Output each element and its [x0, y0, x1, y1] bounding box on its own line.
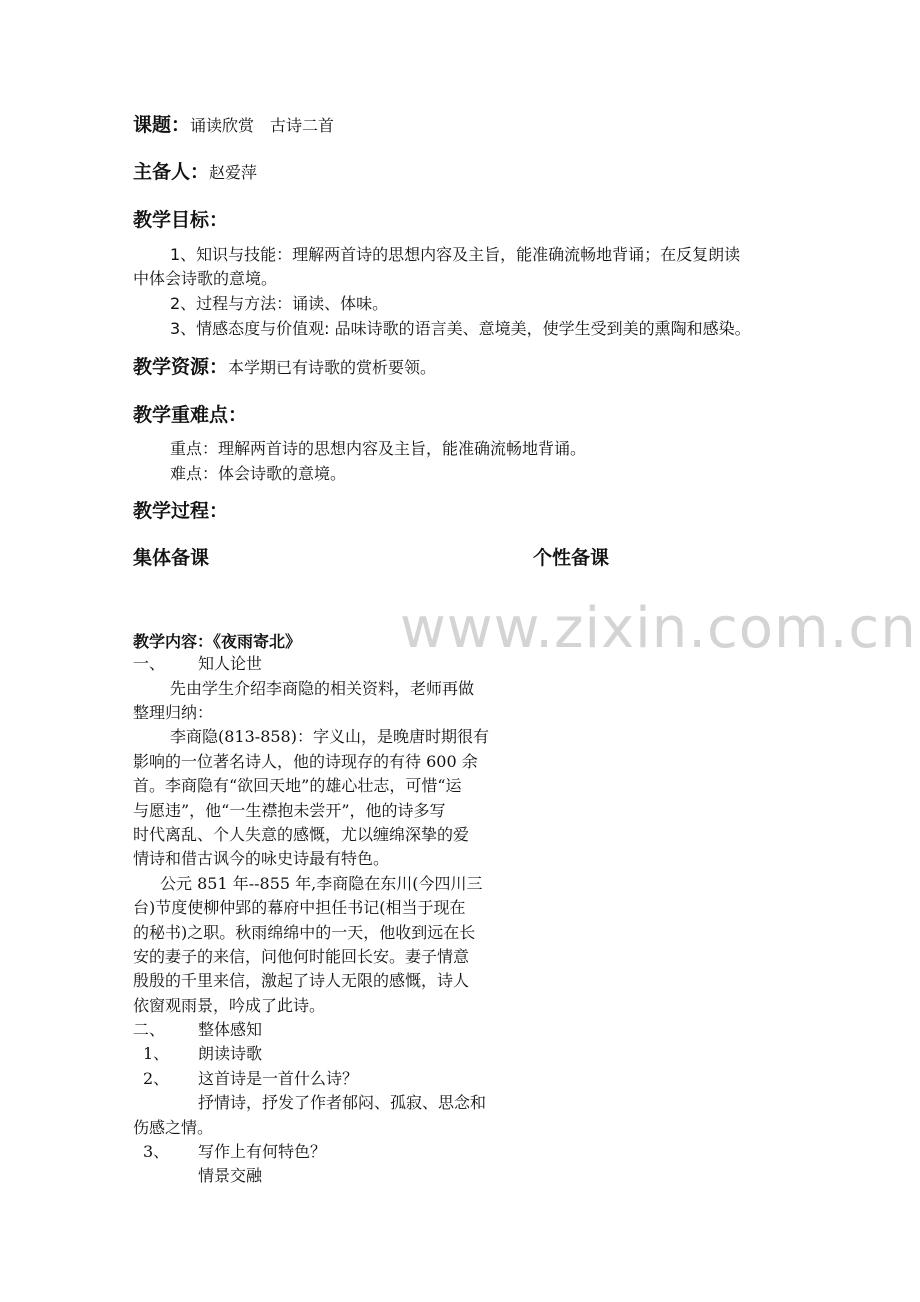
para-3-line-6: 依窗观雨景，吟成了此诗。: [133, 996, 326, 1015]
question-2-number: 2、: [143, 1069, 170, 1088]
para-1-line-2: 整理归纳：: [133, 703, 214, 722]
objective-1-line-2: 中体会诗歌的意境。: [133, 269, 278, 288]
process-heading: 教学过程：: [133, 500, 229, 522]
para-2-line-5: 时代离乱、个人失意的感慨，尤以缠绵深挚的爱: [133, 825, 470, 844]
content-title: 教学内容：《夜雨寄北》: [133, 632, 302, 651]
objective-3: 3、情感态度与价值观: 品味诗歌的语言美、意境美，使学生受到美的熏陶和感染。: [170, 319, 751, 338]
para-2-line-1: 李商隐(813-858)：字义山，是晚唐时期很有: [170, 727, 489, 746]
para-3-line-1: 公元 851 年--855 年,李商隐在东川(今四川三: [160, 874, 483, 893]
section-2-title: 整体感知: [198, 1020, 263, 1039]
para-3-line-4: 安的妻子的来信，问他何时能回长安。妻子情意: [133, 947, 470, 966]
resources-line: [133, 352, 436, 379]
watermark-text: www.zixin.com.cn: [400, 596, 917, 661]
preparer-line: [133, 157, 257, 184]
question-2-text: 这首诗是一首什么诗？: [198, 1069, 359, 1088]
topic-line: [133, 110, 334, 137]
answer-2-line-1: 抒情诗，抒发了作者郁闷、孤寂、思念和: [198, 1093, 487, 1112]
resources-heading: 教学资源：: [133, 356, 229, 378]
key-point: 重点：理解两首诗的思想内容及主旨，能准确流畅地背诵。: [170, 439, 587, 458]
personal-heading: 个性备课: [533, 547, 610, 569]
para-2-line-4: 与愿违”，他“一生襟抱未尝开”，他的诗多写: [133, 801, 446, 820]
para-3-line-2: 台)节度使柳仲郢的幕府中担任书记(相当于现在: [133, 898, 466, 917]
difficulties-heading: 教学重难点：: [133, 404, 248, 426]
topic-value: 诵读欣赏 古诗二首: [190, 116, 335, 135]
para-3-line-3: 的秘书)之职。秋雨绵绵中的一天，他收到远在长: [133, 923, 476, 942]
question-3-text: 写作上有何特色？: [198, 1142, 327, 1161]
preparer-value: 赵爱萍: [209, 163, 258, 182]
objectives-heading: 教学目标：: [133, 209, 229, 231]
section-2-number: 二、: [133, 1020, 166, 1039]
para-2-line-6: 情诗和借古讽今的咏史诗最有特色。: [133, 849, 390, 868]
objective-1-line-1: 1、知识与技能：理解两首诗的思想内容及主旨，能准确流畅地背诵；在反复朗读: [170, 245, 741, 264]
question-3-number: 3、: [143, 1142, 170, 1161]
difficult-point: 难点：体会诗歌的意境。: [170, 464, 347, 483]
answer-2-line-2: 伤感之情。: [133, 1118, 214, 1137]
para-3-line-5: 殷殷的千里来信，激起了诗人无限的感慨，诗人: [133, 971, 470, 990]
para-1-line-1: 先由学生介绍李商隐的相关资料，老师再做: [170, 679, 475, 698]
objective-2: 2、过程与方法：诵读、体味。: [170, 294, 389, 313]
preparer-label: 主备人：: [133, 161, 210, 183]
topic-label: 课题：: [133, 114, 191, 136]
collective-heading: 集体备课: [133, 547, 210, 569]
section-1-title: 知人论世: [198, 654, 263, 673]
answer-3: 情景交融: [198, 1166, 263, 1185]
question-1-text: 朗读诗歌: [198, 1044, 263, 1063]
para-2-line-2: 影响的一位著名诗人，他的诗现存的有待 600 余: [133, 752, 478, 771]
section-1-number: 一、: [133, 654, 166, 673]
question-1-number: 1、: [143, 1044, 170, 1063]
para-2-line-3: 首。李商隐有“欲回天地”的雄心壮志，可惜“运: [133, 776, 462, 795]
resources-value: 本学期已有诗歌的赏析要领。: [228, 358, 437, 377]
